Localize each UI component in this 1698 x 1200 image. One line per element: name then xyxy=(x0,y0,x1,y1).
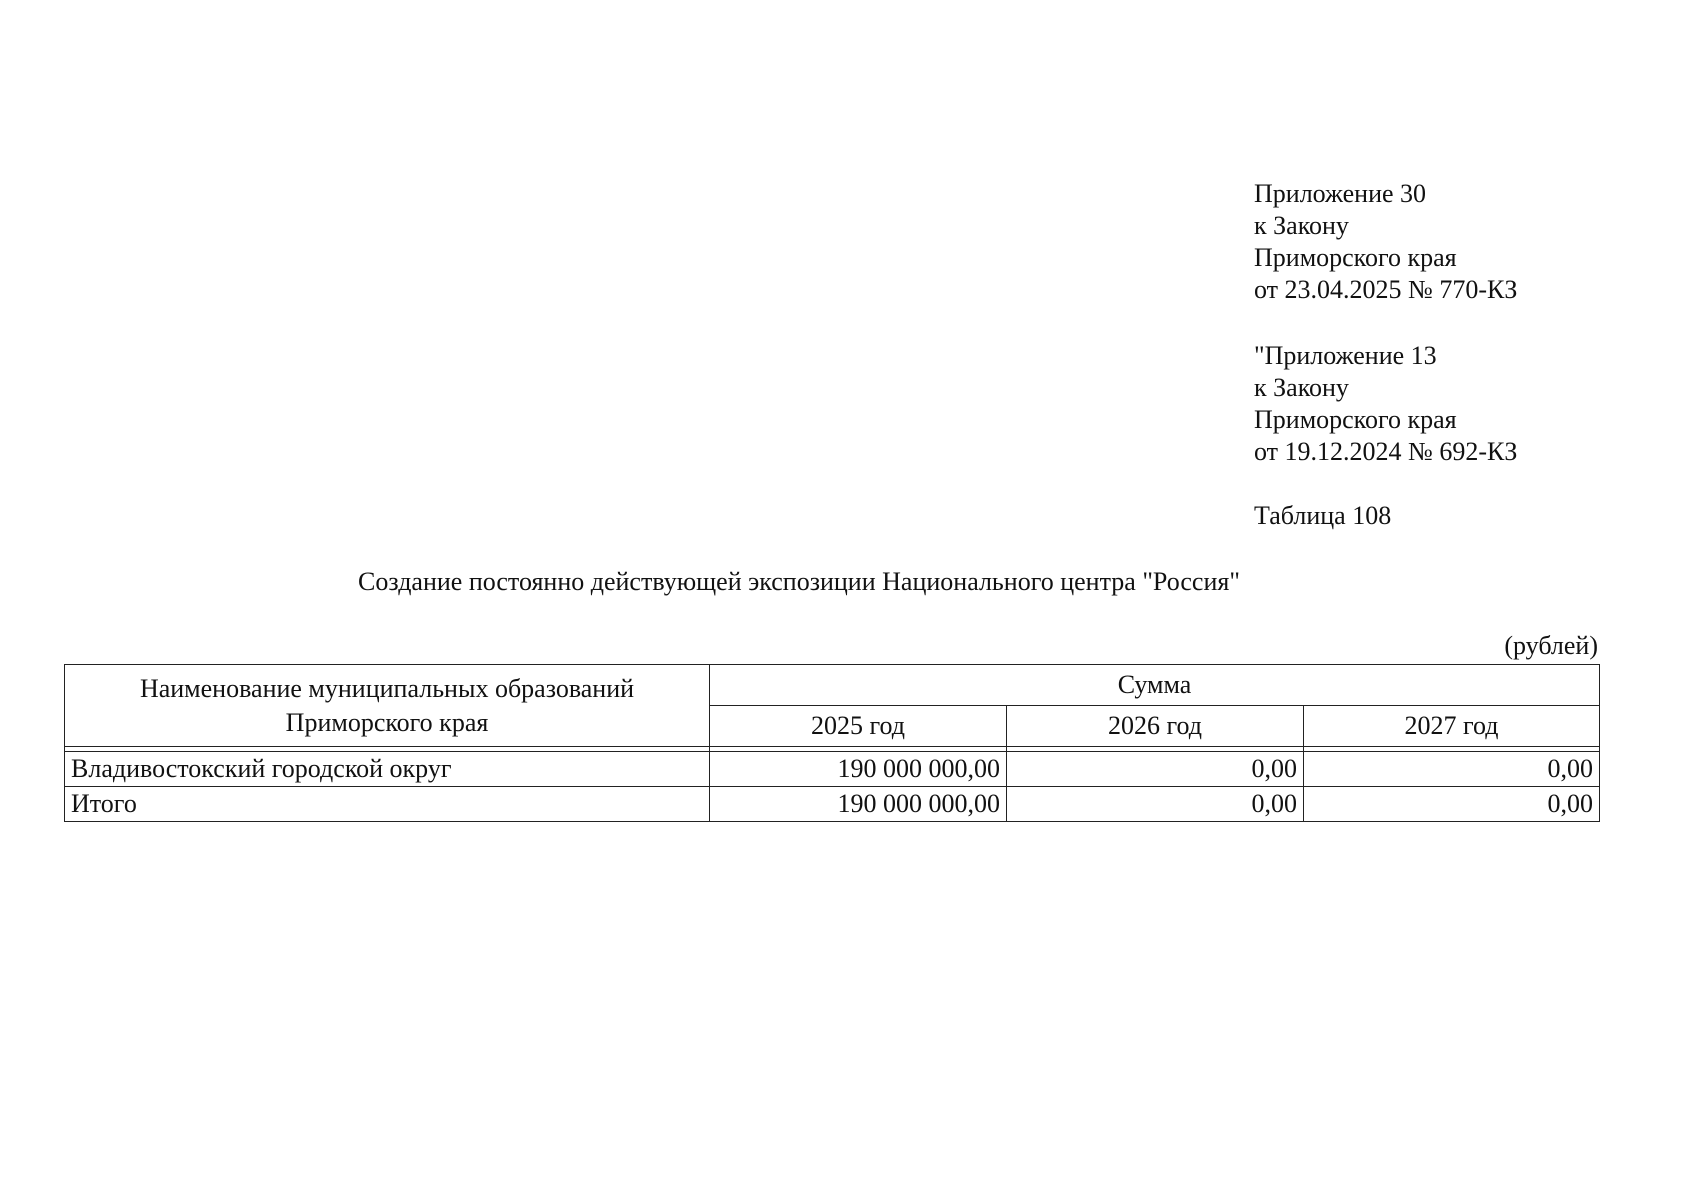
year-header-2026: 2026 год xyxy=(1007,706,1304,747)
municipality-column-header xyxy=(65,665,710,747)
table-row xyxy=(65,752,1600,787)
municipality-name-cell: Владивостокский городской округ xyxy=(65,752,710,787)
document-title: Создание постоянно действующей экспозиции Национального центра "Россия" xyxy=(358,567,1240,596)
allocation-table xyxy=(64,664,1600,822)
appendix-13-block xyxy=(1254,340,1517,468)
appendix-30-line-2: к Закону xyxy=(1254,211,1349,240)
total-2025-cell: 190 000 000,00 xyxy=(710,787,1007,822)
total-2026-cell: 0,00 xyxy=(1007,787,1304,822)
year-header-2025: 2025 год xyxy=(710,706,1007,747)
amount-2025-cell: 190 000 000,00 xyxy=(710,752,1007,787)
total-row xyxy=(65,787,1600,822)
appendix-13-line-3: Приморского края xyxy=(1254,405,1457,434)
table-header-row-1 xyxy=(65,665,1600,706)
municipality-header-line-2: Приморского края xyxy=(285,707,489,737)
units-label: (рублей) xyxy=(1504,631,1598,660)
appendix-13-line-2: к Закону xyxy=(1254,373,1349,402)
appendix-30-line-4: от 23.04.2025 № 770-КЗ xyxy=(1254,275,1518,304)
municipality-header-line-1: Наименование муниципальных образований xyxy=(139,673,635,703)
appendix-30-block xyxy=(1254,178,1517,306)
total-label-cell: Итого xyxy=(65,787,710,822)
table-number: Таблица 108 xyxy=(1254,501,1392,530)
table-number-block xyxy=(1254,500,1391,532)
sum-column-header: Сумма xyxy=(710,665,1600,706)
appendix-13-line-4: от 19.12.2024 № 692-КЗ xyxy=(1254,437,1518,466)
amount-2027-cell: 0,00 xyxy=(1304,752,1600,787)
amount-2026-cell: 0,00 xyxy=(1007,752,1304,787)
total-2027-cell: 0,00 xyxy=(1304,787,1600,822)
appendix-30-line-1: Приложение 30 xyxy=(1254,179,1427,208)
appendix-30-line-3: Приморского края xyxy=(1254,243,1457,272)
year-header-2027: 2027 год xyxy=(1304,706,1600,747)
appendix-13-line-1: "Приложение 13 xyxy=(1254,341,1437,370)
